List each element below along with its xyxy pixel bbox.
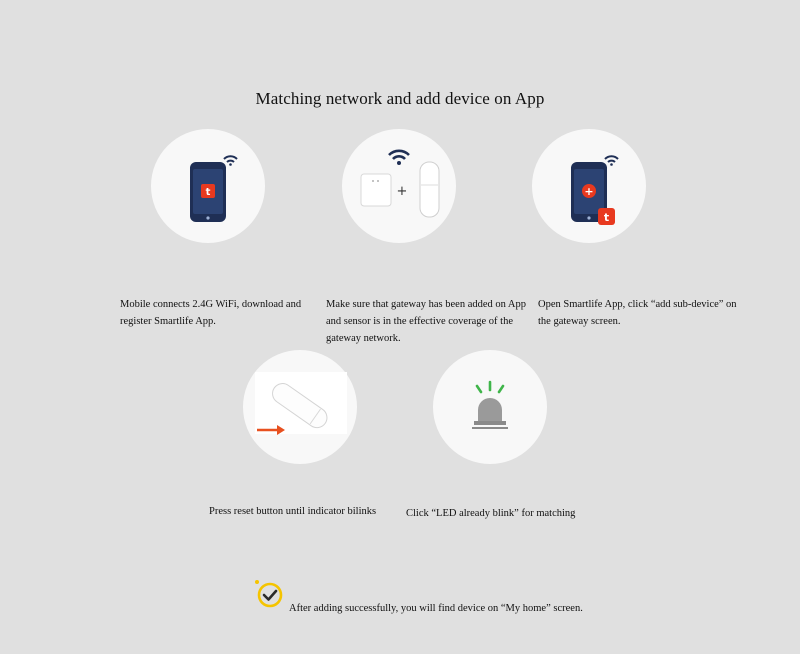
step-1-caption-line-2: register Smartlife App. [120, 316, 216, 327]
step-5-caption: Click “LED already blink” for matching [406, 508, 576, 519]
step-2-caption [326, 296, 541, 347]
step-2-circle [342, 129, 456, 243]
page-title: Matching network and add device on App [255, 89, 545, 108]
step-4-circle [243, 350, 357, 464]
step-1-caption [120, 296, 330, 330]
step-1-circle [151, 129, 265, 243]
phone-add-icon [532, 129, 646, 243]
step-2-caption-line-3: gateway network. [326, 333, 401, 344]
svg-text:+: + [584, 185, 594, 198]
footer-text: After adding successfully, you will find device on “My home” screen. [289, 603, 583, 614]
svg-text:t: t [205, 187, 211, 198]
reset-button-icon [243, 350, 357, 464]
led-blink-icon [433, 350, 547, 464]
step-5-circle [433, 350, 547, 464]
step-2-caption-line-1: Make sure that gateway has been added on App [326, 299, 527, 310]
step-3-circle [532, 129, 646, 243]
svg-text:t: t [603, 211, 610, 224]
step-3-caption-line-1: Open Smartlife App, click “add sub-device” on [538, 299, 737, 310]
step-4-caption: Press reset button until indicator bilinks [209, 506, 377, 517]
check-circle-icon [253, 578, 285, 610]
step-3-caption-line-2: the gateway screen. [538, 316, 621, 327]
gateway-sensor-icon [342, 129, 456, 243]
step-1-caption-line-1: Mobile connects 2.4G WiFi, download and [120, 299, 302, 310]
step-3-caption [538, 296, 763, 330]
step-2-caption-line-2: and sensor is in the effective coverage of the [326, 316, 513, 327]
svg-text:+: + [396, 184, 408, 199]
phone-wifi-icon [151, 129, 265, 243]
